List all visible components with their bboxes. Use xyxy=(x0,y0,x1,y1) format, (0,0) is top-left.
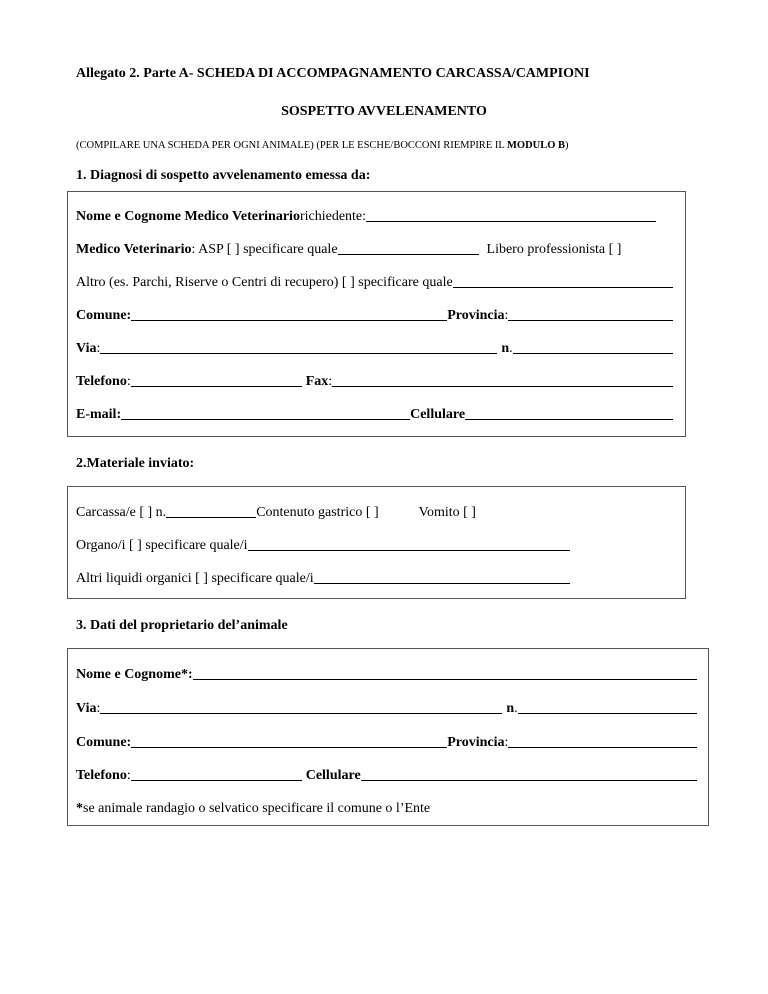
vet-name-label-rest: richiedente: xyxy=(299,209,367,224)
fax-label: Fax xyxy=(305,374,329,389)
other-option[interactable]: Altro (es. Parchi, Riserve o Centri di recupero) [ ] specificare quale xyxy=(76,275,453,290)
owner-name-field[interactable] xyxy=(193,679,697,680)
owner-number-dot: . xyxy=(514,701,518,716)
provincia-colon: : xyxy=(504,308,509,323)
footnote-asterisk: * xyxy=(76,801,83,816)
civic-number-dot: . xyxy=(509,341,513,356)
owner-phone-row xyxy=(76,764,697,784)
fax-field[interactable] xyxy=(332,386,673,387)
footnote-text: se animale randagio o selvatico specificare il comune o l’Ente xyxy=(83,801,431,816)
section2-title: 2.Materiale inviato: xyxy=(76,456,195,471)
note-end: ) xyxy=(565,140,569,151)
contenuto-gastrico-option[interactable]: Contenuto gastrico [ ] xyxy=(256,505,379,520)
libero-option[interactable]: Libero professionista [ ] xyxy=(486,242,622,257)
owner-comune-label: Comune: xyxy=(76,735,132,750)
fax-colon: : xyxy=(328,374,333,389)
document-title: Allegato 2. Parte A- SCHEDA DI ACCOMPAGNAMENTO CARCASSA/CAMPIONI xyxy=(76,66,590,81)
vet-name-label: Nome e Cognome Medico Veterinario xyxy=(76,209,300,224)
cellulare-field[interactable] xyxy=(465,419,673,420)
vet-type-row xyxy=(76,238,673,258)
email-label: E-mail: xyxy=(76,407,122,422)
owner-number-label: n xyxy=(506,701,515,716)
owner-telefono-colon: : xyxy=(126,768,131,783)
comune-label: Comune: xyxy=(76,308,132,323)
owner-name-label: Nome e Cognome*: xyxy=(76,667,193,682)
note-text: (COMPILARE UNA SCHEDA PER OGNI ANIMALE) (PER LE ESCHE/BOCCONI RIEMPIRE IL xyxy=(76,140,507,151)
civic-number-field[interactable] xyxy=(513,353,673,354)
owner-cellulare-label: Cellulare xyxy=(305,768,361,783)
telefono-colon: : xyxy=(126,374,131,389)
asp-specify-field[interactable] xyxy=(338,254,479,255)
via-field[interactable] xyxy=(100,353,497,354)
section1-title: 1. Diagnosi di sospetto avvelenamento emessa da: xyxy=(76,168,371,183)
owner-via-row xyxy=(76,697,697,717)
via-colon: : xyxy=(96,341,101,356)
owner-cellulare-field[interactable] xyxy=(361,780,697,781)
organo-specify-field[interactable] xyxy=(248,550,570,551)
comune-field[interactable] xyxy=(131,320,447,321)
cellulare-label: Cellulare xyxy=(410,407,466,422)
material-row xyxy=(76,501,676,521)
organ-row xyxy=(76,534,570,554)
other-specify-field[interactable] xyxy=(453,287,673,288)
liquidi-specify-field[interactable] xyxy=(314,583,570,584)
asp-option[interactable]: : ASP [ ] specificare quale xyxy=(191,242,338,257)
owner-comune-row xyxy=(76,731,697,751)
vet-name-field[interactable] xyxy=(366,221,656,222)
comune-row xyxy=(76,304,673,324)
liquidi-option[interactable]: Altri liquidi organici [ ] specificare quale/i xyxy=(76,571,314,586)
fluids-row xyxy=(76,567,570,587)
provincia-field[interactable] xyxy=(508,320,673,321)
vomito-option[interactable]: Vomito [ ] xyxy=(418,505,476,520)
telefono-label: Telefono xyxy=(76,374,127,389)
owner-via-label: Via xyxy=(76,701,97,716)
via-row xyxy=(76,337,673,357)
owner-via-field[interactable] xyxy=(100,713,502,714)
note-bold: MODULO B xyxy=(507,140,566,151)
owner-telefono-field[interactable] xyxy=(131,780,302,781)
owner-name-row xyxy=(76,663,697,683)
owner-footnote xyxy=(76,797,430,817)
instruction-note xyxy=(76,140,569,151)
carcassa-count-field[interactable] xyxy=(166,517,256,518)
via-label: Via xyxy=(76,341,97,356)
organo-option[interactable]: Organo/i [ ] specificare quale/i xyxy=(76,538,248,553)
vet-type-label: Medico Veterinario xyxy=(76,242,192,257)
section3-title: 3. Dati del proprietario del’animale xyxy=(76,618,288,633)
owner-telefono-label: Telefono xyxy=(76,768,127,783)
vet-name-row xyxy=(76,205,656,225)
owner-provincia-colon: : xyxy=(504,735,509,750)
owner-provincia-field[interactable] xyxy=(508,747,697,748)
document-subtitle: SOSPETTO AVVELENAMENTO xyxy=(281,104,487,119)
email-row xyxy=(76,403,673,423)
owner-via-colon: : xyxy=(96,701,101,716)
owner-number-field[interactable] xyxy=(518,713,697,714)
other-row xyxy=(76,271,673,291)
telefono-field[interactable] xyxy=(131,386,302,387)
owner-comune-field[interactable] xyxy=(131,747,447,748)
civic-number-label: n xyxy=(501,341,510,356)
owner-provincia-label: Provincia xyxy=(447,735,505,750)
provincia-label: Provincia xyxy=(447,308,505,323)
carcassa-option[interactable]: Carcassa/e [ ] n. xyxy=(76,505,167,520)
email-field[interactable] xyxy=(121,419,410,420)
phone-row xyxy=(76,370,673,390)
